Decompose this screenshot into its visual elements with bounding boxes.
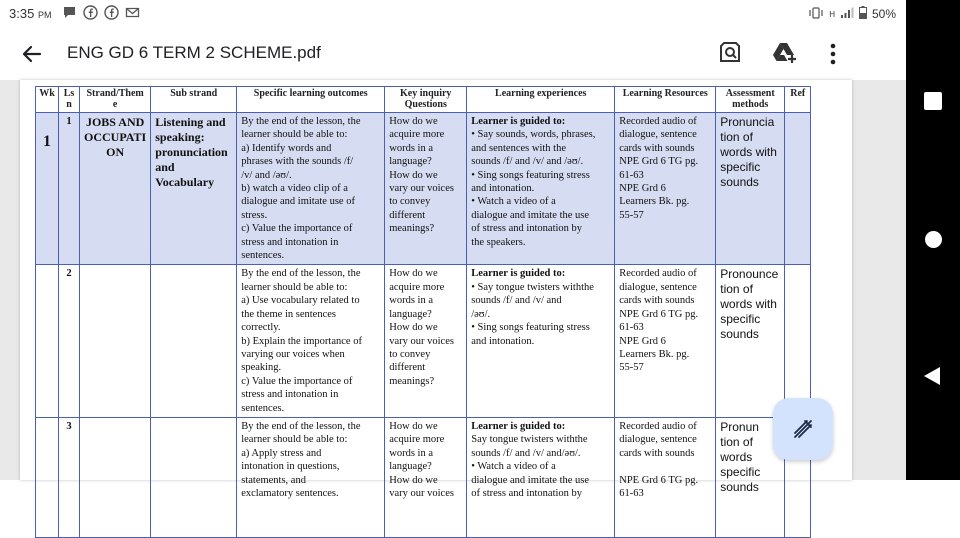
battery-icon (859, 6, 867, 22)
document-title: ENG GD 6 TERM 2 SCHEME.pdf (67, 43, 321, 62)
header-cell: Ref (785, 87, 811, 113)
battery-percent: 50% (871, 7, 896, 21)
experiences-heading: Learner is guided to: (471, 268, 566, 280)
app-actions (716, 38, 798, 66)
add-to-drive-icon (770, 38, 798, 66)
experiences-text: • Say sounds, words, phrases, and sentences with the sounds /f/ and /v/ and /əʊ/. • Sing songs featuring stress and intonation. • Watch a video of a dialogue and imitate the use of stress and intonation by the speakers. (471, 129, 596, 248)
lesson-cell: 1 (59, 113, 80, 265)
gmail-icon (125, 5, 140, 20)
google-lens-icon (716, 38, 744, 66)
outcomes-cell: By the end of the lesson, the learner should be able to: a) Use vocabulary related to the theme in sentences correctly. b) Explain the importance of varying our voices when speaking. c) Value the importance of stress and intonation in sentences. (237, 265, 385, 417)
header-cell: Assessment methods (716, 87, 785, 113)
week-cell (36, 417, 59, 537)
scheme-table (35, 86, 811, 538)
outcomes-cell: By the end of the lesson, the learner should be able to: a) Apply stress and intonation in questions, statements, and exclamatory sentences. (237, 417, 385, 537)
signal-icon (840, 7, 854, 22)
pdf-viewer[interactable] (0, 80, 906, 499)
experiences-cell (467, 417, 615, 537)
ref-cell (785, 265, 811, 417)
facebook-icon (83, 5, 98, 20)
strand-cell (80, 417, 151, 537)
resources-cell: Recorded audio of dialogue, sentence cards with sounds NPE Grd 6 TG pg. 61-63 NPE Grd 6 Learners Bk. pg. 55-57 (615, 113, 716, 265)
pdf-page (20, 80, 852, 499)
status-time-suffix: PM (37, 10, 52, 20)
nav-back-button[interactable] (924, 367, 940, 385)
strand-cell: JOBS AND OCCUPATI ON (80, 113, 151, 265)
vibrate-icon (808, 7, 824, 22)
questions-cell: How do we acquire more words in a language? How do we vary our voices to convey different meanings? (385, 113, 467, 265)
experiences-cell (467, 113, 615, 265)
more-options-button[interactable] (828, 40, 838, 72)
header-cell: Learning Resources (615, 87, 716, 113)
recents-button[interactable] (924, 92, 942, 110)
header-cell: Ls n (59, 87, 80, 113)
header-cell: Key inquiry Questions (385, 87, 467, 113)
status-time (9, 6, 51, 21)
status-right (808, 6, 896, 22)
home-button[interactable] (925, 231, 942, 248)
experiences-heading: Learner is guided to: (471, 116, 566, 127)
assessment-cell: Pronun tion of words specific sounds (716, 417, 785, 537)
assessment-cell: Pronounce tion of words with specific sounds (716, 265, 785, 417)
outcomes-cell: By the end of the lesson, the learner should be able to: a) Identify words and phrases with the sounds /f/ /v/ and /əʊ/. b) watch a video clip of a dialogue and imitate use of stress. c) Value the importance of stress and intonation in sentences. (237, 113, 385, 265)
annotate-fab[interactable] (773, 398, 833, 460)
strand-cell (80, 265, 151, 417)
header-cell: Sub strand (151, 87, 237, 113)
experiences-text: • Say tongue twisters withthe sounds /f/ and /v/ and /əʊ/. • Sing songs featuring stress and intonation. (471, 281, 594, 347)
lens-button[interactable] (716, 38, 744, 66)
header-cell: Learning experiences (467, 87, 615, 113)
arrow-left-icon (18, 40, 46, 68)
status-bar (0, 0, 906, 28)
resources-cell: Recorded audio of dialogue, sentence cards with sounds NPE Grd 6 TG pg. 61-63 NPE Grd 6 Learners Bk. pg. 55-57 (615, 265, 716, 417)
experiences-cell (467, 265, 615, 417)
experiences-heading: Learner is guided to: (471, 420, 566, 432)
app-bar (0, 28, 906, 80)
week-cell (36, 265, 59, 417)
add-to-drive-button[interactable] (770, 38, 798, 66)
assessment-cell: Pronuncia tion of words with specific sounds (716, 113, 785, 265)
lesson-cell: 2 (59, 265, 80, 417)
ref-cell (785, 113, 811, 265)
back-button[interactable] (18, 40, 46, 68)
facebook-icon-2 (104, 5, 119, 20)
notification-icons (62, 5, 140, 20)
table-row (36, 265, 811, 417)
table-row (36, 113, 811, 265)
status-time-value: 3:35 (9, 6, 35, 21)
substrand-cell (151, 417, 237, 537)
chat-bubble-icon (62, 5, 77, 20)
questions-cell: How do we acquire more words in a language? How do we vary our voices (385, 417, 467, 537)
questions-cell: How do we acquire more words in a language? How do we vary our voices to convey different meanings? (385, 265, 467, 417)
network-type: H (829, 9, 835, 19)
header-cell: Specific learning outcomes (237, 87, 385, 113)
substrand-cell (151, 265, 237, 417)
edit-annotate-icon (791, 417, 815, 441)
table-row (36, 417, 811, 537)
week-cell: 1 (36, 113, 59, 265)
experiences-text: Say tongue twisters withthe sounds /f/ and /v/ and/əʊ/. • Watch a video of a dialogue and imitate the use of stress and intonation by (471, 434, 590, 499)
lesson-cell: 3 (59, 417, 80, 537)
header-cell: Strand/Them e (80, 87, 151, 113)
resources-cell: Recorded audio of dialogue, sentence cards with sounds NPE Grd 6 TG pg. 61-63 (615, 417, 716, 537)
table-header-row (36, 87, 811, 113)
more-vert-icon (828, 40, 838, 68)
substrand-cell: Listening and speaking: pronunciation and Vocabulary (151, 113, 237, 265)
header-cell: Wk (36, 87, 59, 113)
